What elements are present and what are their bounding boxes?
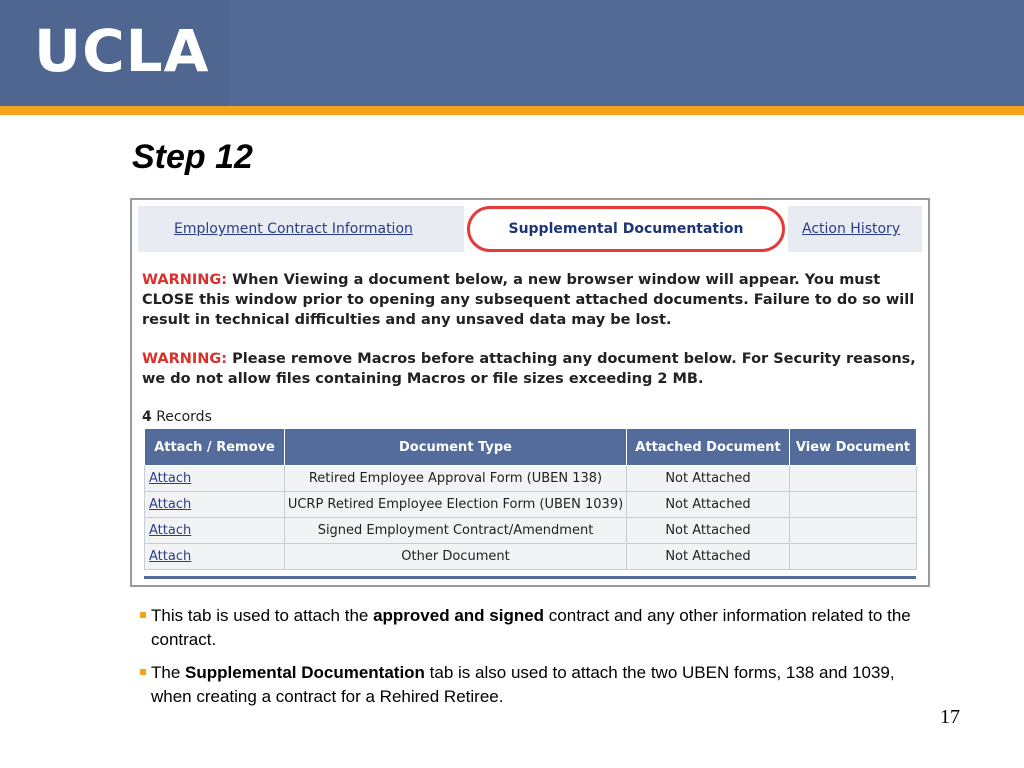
table-row xyxy=(145,544,917,570)
view-document-cell xyxy=(790,518,917,544)
documents-table xyxy=(144,428,917,570)
table-row xyxy=(145,492,917,518)
attach-link[interactable]: Attach xyxy=(145,492,285,518)
slide-title: Step 12 xyxy=(132,138,253,176)
bullet-square-icon xyxy=(140,669,146,675)
bullet-item xyxy=(140,604,930,652)
document-type-cell: Signed Employment Contract/Amendment xyxy=(285,518,627,544)
attach-link[interactable]: Attach xyxy=(145,518,285,544)
screenshot-frame xyxy=(130,198,930,587)
column-header-attached-document: Attached Document xyxy=(627,429,790,466)
attached-status-cell: Not Attached xyxy=(627,492,790,518)
warning-message-1 xyxy=(142,270,918,330)
attached-status-cell: Not Attached xyxy=(627,518,790,544)
bullet-text: tab is also used to attach the two UBEN forms, 138 and 1039, when creating a contract for a Rehired Retiree. xyxy=(151,663,895,706)
table-bottom-bar xyxy=(144,576,916,579)
tab-action-history[interactable]: Action History xyxy=(802,221,901,237)
column-header-attach-remove: Attach / Remove xyxy=(145,429,285,466)
table-row xyxy=(145,466,917,492)
slide-header xyxy=(0,0,1024,106)
bullet-square-icon xyxy=(140,612,146,618)
table-row xyxy=(145,518,917,544)
highlight-oval xyxy=(467,206,785,252)
document-type-cell: UCRP Retired Employee Election Form (UBEN 1039) xyxy=(285,492,627,518)
tab-supplemental-documentation[interactable]: Supplemental Documentation xyxy=(464,206,788,252)
view-document-cell xyxy=(790,544,917,570)
bullet-list xyxy=(140,604,930,718)
column-header-document-type: Document Type xyxy=(285,429,627,466)
page-number: 17 xyxy=(940,706,960,728)
warning-label: WARNING: xyxy=(142,272,228,288)
records-count xyxy=(142,409,212,425)
screenshot-content xyxy=(138,206,922,579)
header-accent-bar xyxy=(0,106,1024,115)
bullet-item xyxy=(140,661,930,709)
bullet-text: The xyxy=(151,663,186,682)
table-header-row xyxy=(145,429,917,466)
attached-status-cell: Not Attached xyxy=(627,466,790,492)
ucla-logo: UCLA xyxy=(34,17,210,85)
tab-bar xyxy=(138,206,922,252)
bullet-text: contract and any other information related to the contract. xyxy=(151,606,911,649)
column-header-view-document: View Document xyxy=(790,429,917,466)
bullet-bold-text: Supplemental Documentation xyxy=(185,663,425,682)
warning-message-2 xyxy=(142,349,918,389)
view-document-cell xyxy=(790,466,917,492)
tab-employment-contract-information[interactable]: Employment Contract Information xyxy=(174,221,413,237)
view-document-cell xyxy=(790,492,917,518)
warning-text: When Viewing a document below, a new browser window will appear. You must CLOSE this window prior to opening any subsequent attached documents. Failure to do so will result in technical difficulties and any unsaved data may be lost. xyxy=(142,272,915,328)
logo-block xyxy=(0,0,230,106)
warning-text: Please remove Macros before attaching any document below. For Security reasons, we do not allow files containing Macros or file sizes exceeding 2 MB. xyxy=(142,351,916,387)
attach-link[interactable]: Attach xyxy=(145,544,285,570)
document-type-cell: Retired Employee Approval Form (UBEN 138) xyxy=(285,466,627,492)
attach-link[interactable]: Attach xyxy=(145,466,285,492)
bullet-bold-text: approved and signed xyxy=(373,606,545,625)
records-number: 4 xyxy=(142,409,152,425)
attached-status-cell: Not Attached xyxy=(627,544,790,570)
bullet-text: This tab is used to attach the xyxy=(151,606,374,625)
warning-label: WARNING: xyxy=(142,351,228,367)
records-label: Records xyxy=(151,409,212,425)
document-type-cell: Other Document xyxy=(285,544,627,570)
